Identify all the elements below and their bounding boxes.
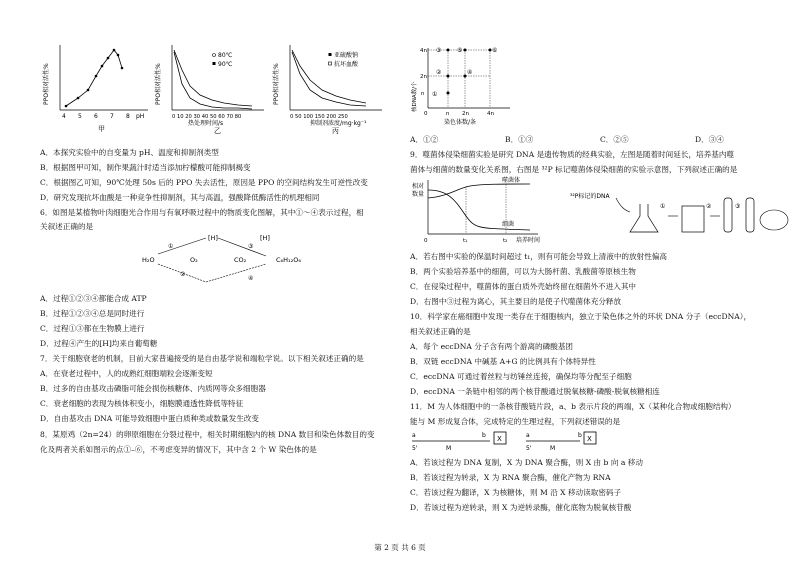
svg-text:[H]: [H] (208, 234, 218, 242)
svg-text:n: n (446, 111, 450, 117)
q5-option-a: A．本探究实验中的自变量为 pH、温度和抑制剂类型 (40, 148, 219, 157)
q11-stem-1: 11．M 为人体细胞中的一条核苷酸链片段，a、b 表示片段的两端，X（某种化合物或细胞结构） (410, 402, 736, 411)
tube-icon (746, 198, 754, 232)
q11-option-b: B．若该过程为转录，X 为 RNA 聚合酶，催化产物为 RNA (410, 473, 611, 482)
svg-text:抑制剂浓度/mg·kg⁻¹: 抑制剂浓度/mg·kg⁻¹ (310, 120, 367, 127)
q6-option-a: A．过程①②③④都能合成 ATP (40, 294, 147, 303)
q7-stem: 7．关于细胞衰老的机制，目前大家普遍接受的是自由基学说和端粒学说。以下相关叙述正确的是 (40, 354, 364, 363)
svg-text:①: ① (660, 203, 666, 210)
q8-option-a: A．①② (410, 135, 439, 144)
flask-icon (630, 204, 658, 232)
svg-text:①: ① (168, 243, 174, 250)
fig-a-curve (66, 50, 122, 106)
svg-text:噬菌体: 噬菌体 (502, 177, 521, 184)
blender-icon (682, 206, 704, 232)
svg-text:4: 4 (62, 113, 66, 120)
page-footer: 第 2 页 共 6 页 (374, 543, 426, 552)
q9-phage-bacteria-graph (410, 176, 560, 246)
left-column (40, 0, 420, 540)
q11-stem-2: 能与 M 形成复合体，完成特定的生理过程，下列叙述错误的是 (410, 417, 621, 426)
tube-icon (724, 198, 732, 232)
q5-option-d: D．研究发现抗坏血酸是一种竞争性抑制剂，其与高温，强酸降低酶活性的机理相同 (40, 193, 320, 202)
svg-text:丙: 丙 (332, 127, 339, 135)
fig-a-ylabel: PPO相对活性% (43, 63, 50, 105)
svg-text:X: X (497, 435, 502, 443)
q7-option-b: B．过多的自由基攻击磷脂可能会损伤核糖体、内质网等众多细胞器 (40, 384, 266, 393)
svg-text:④: ④ (248, 275, 254, 282)
q6-option-d: D．过程④产生的[H]均来自葡萄糖 (40, 339, 158, 348)
q8-option-c: C．②⑤ (600, 135, 629, 144)
svg-text:PPO相对活性%: PPO相对活性% (155, 63, 162, 105)
svg-text:2n: 2n (462, 111, 469, 117)
q8-dna-chromosome-plot (410, 40, 520, 130)
svg-text:②: ② (436, 69, 442, 76)
svg-text:①: ① (432, 91, 438, 98)
q8-option-d: D．③④ (695, 135, 724, 144)
svg-text:7: 7 (110, 113, 114, 120)
svg-text:0 50 100 150 200 250: 0 50 100 150 200 250 (290, 114, 348, 120)
svg-text:4n: 4n (420, 48, 427, 54)
svg-text:X: X (587, 435, 592, 443)
svg-text:M: M (550, 445, 556, 452)
dish-icon (760, 210, 788, 230)
svg-text:4n: 4n (487, 111, 494, 117)
q7-option-a: A．在衰老过程中，人的成熟红细胞端粒会逐渐变短 (40, 369, 213, 378)
svg-text:C₆H₁₂O₆: C₆H₁₂O₆ (276, 256, 301, 264)
q6-stem-1: 6．如图是某植物叶肉细胞光合作用与有氧呼吸过程中的物质变化图解，其中①～④表示过程，相 (40, 208, 364, 217)
q6-option-b: B．过程①②③④总是同时进行 (40, 309, 145, 318)
svg-text:核DNA数/个: 核DNA数/个 (412, 81, 418, 112)
q10-stem-2: 相关叙述正确的是 (410, 327, 471, 336)
svg-text:③: ③ (735, 203, 741, 210)
svg-text:CO₂: CO₂ (234, 256, 247, 264)
q8-stem-2: 化及两者关系如图示的点①–⑥，不考虑变异的情况下，其中含 2 个 W 染色体的是 (40, 445, 317, 454)
svg-text:0: 0 (424, 238, 428, 244)
right-column (410, 0, 790, 540)
q9-option-b: B．两个实验培养基中的细菌，可以为大肠杆菌、乳酸菌等原核生物 (410, 267, 636, 276)
svg-text:H₂O: H₂O (142, 256, 155, 264)
q11-option-c: C．若该过程为翻译，X 为核糖体，则 M 沿 X 移动读取密码子 (410, 488, 622, 497)
figure-heat-activity (152, 40, 272, 135)
q10-stem-1: 10．科学家在癌细胞中发现一类存在于细胞核内，独立于染色体之外的环状 DNA 分子（eccDNA）， (410, 312, 752, 321)
svg-text:t₁: t₁ (463, 238, 468, 244)
svg-text:8: 8 (126, 113, 130, 120)
svg-text:5': 5' (526, 445, 532, 452)
svg-text:90℃: 90℃ (218, 61, 233, 68)
svg-text:培养时间: 培养时间 (516, 237, 541, 244)
svg-text:5: 5 (78, 113, 82, 120)
q9-stem-1: 9．噬菌体侵染细菌实验是研究 DNA 是遗传物质的经典实验，左图是随着时间延长，培养基内噬 (410, 150, 735, 159)
svg-text:PPO相对活性%: PPO相对活性% (273, 63, 280, 105)
q6-option-c: C．过程①③都在生物膜上进行 (40, 324, 145, 333)
svg-text:6: 6 (94, 113, 98, 120)
svg-text:5': 5' (412, 445, 418, 452)
q8-option-b: B．①③ (505, 135, 534, 144)
q9-stem-2: 菌体与细菌的数量变化关系图，右图是 ³²P 标记噬菌体侵染细菌的实验示意图，下列叙述正确的是 (410, 165, 738, 174)
svg-text:③: ③ (248, 243, 254, 250)
svg-text:②: ② (180, 271, 186, 278)
svg-text:②: ② (706, 203, 712, 210)
q11-option-d: D．若该过程为逆转录，则 X 为逆转录酶，催化底物为脱氧核苷酸 (410, 503, 632, 512)
svg-text:细菌: 细菌 (502, 221, 515, 228)
q9-experiment-diagram (570, 176, 790, 246)
svg-text:抗坏血酸: 抗坏血酸 (334, 61, 359, 68)
q5-option-b: B．根据图甲可知，制作果蔬汁时适当添加柠檬酸可能抑制褐变 (40, 163, 251, 172)
svg-text:pH: pH (136, 113, 145, 120)
q10-option-b: B．双链 eccDNA 中碱基 A+G 的比例具有个体特异性 (410, 357, 596, 366)
svg-text:③: ③ (436, 47, 442, 54)
q10-option-d: D．eccDNA 一条链中相邻的两个核苷酸通过脱氧核糖-磷酸-脱氧核糖相连 (410, 387, 660, 396)
q6-process-diagram (140, 232, 320, 287)
svg-text:a: a (526, 432, 530, 439)
q9-option-c: C．在侵染过程中，噬菌体的蛋白质外壳始终留在细菌外不进入其中 (410, 282, 637, 291)
svg-text:³²P标记的DNA: ³²P标记的DNA (570, 193, 610, 200)
svg-text:n: n (421, 91, 425, 97)
q9-option-a: A．若右图中实验的保温时间超过 t₁，则有可能会导致上清液中的放射性偏高 (410, 252, 667, 261)
q11-option-a: A．若该过程为 DNA 复制，X 为 DNA 聚合酶，则 X 由 b 向 a 移动 (410, 458, 643, 467)
fig-a-caption: 甲 (98, 125, 105, 133)
svg-text:乙: 乙 (214, 127, 221, 135)
svg-text:0 10 20 30 40 50 60 70 80: 0 10 20 30 40 50 60 70 80 (172, 114, 242, 120)
q10-option-a: A．每个 eccDNA 分子含有两个游离的磷酸基团 (410, 342, 574, 351)
svg-text:热处理时间/s: 热处理时间/s (188, 120, 224, 127)
figure-ph-activity (40, 40, 155, 135)
svg-text:0: 0 (424, 111, 428, 117)
svg-text:[H]: [H] (260, 234, 270, 242)
svg-text:80℃: 80℃ (218, 52, 233, 59)
svg-text:b: b (482, 432, 486, 439)
svg-text:⑥: ⑥ (492, 47, 498, 54)
svg-text:④: ④ (467, 69, 473, 76)
svg-text:2n: 2n (420, 74, 427, 80)
svg-text:b: b (578, 432, 582, 439)
q5-option-c: C．根据图乙可知，90℃处理 50s 后的 PPO 失去活性，原因是 PPO 的空间结构发生可逆性改变 (40, 178, 368, 187)
svg-text:染色体数/条: 染色体数/条 (444, 119, 477, 126)
svg-text:亚硫酸钠: 亚硫酸钠 (334, 52, 359, 59)
q6-stem-2: 关叙述正确的是 (40, 222, 94, 231)
svg-text:t₂: t₂ (503, 238, 508, 244)
svg-text:相对: 相对 (412, 183, 425, 190)
q7-option-c: C．衰老细胞的表现为核体积变小，细胞膜通透性降低等特征 (40, 399, 244, 408)
q7-option-d: D．自由基攻击 DNA 可能导致细胞中蛋白质种类或数量发生改变 (40, 414, 259, 423)
svg-text:数量: 数量 (412, 191, 425, 198)
svg-text:O₂: O₂ (190, 256, 198, 264)
svg-text:M: M (446, 445, 452, 452)
svg-text:⑤: ⑤ (457, 47, 463, 54)
phage-curve (428, 184, 530, 198)
svg-text:a: a (412, 432, 416, 439)
bacteria-curve (428, 190, 530, 230)
q9-option-d: D．右图中③过程为离心，其主要目的是使子代噬菌体充分释放 (410, 297, 622, 306)
q8-stem-1: 8．某原鸡（2n=24）的卵原细胞在分裂过程中，相关时期细胞内的核 DNA 数目和染色体数目的变 (40, 430, 375, 439)
q11-strand-diagram (410, 428, 630, 456)
q10-option-c: C．eccDNA 可通过着丝粒与纺锤丝连接，确保均等分配至子细胞 (410, 372, 632, 381)
figure-inhibitor-activity (270, 40, 410, 135)
